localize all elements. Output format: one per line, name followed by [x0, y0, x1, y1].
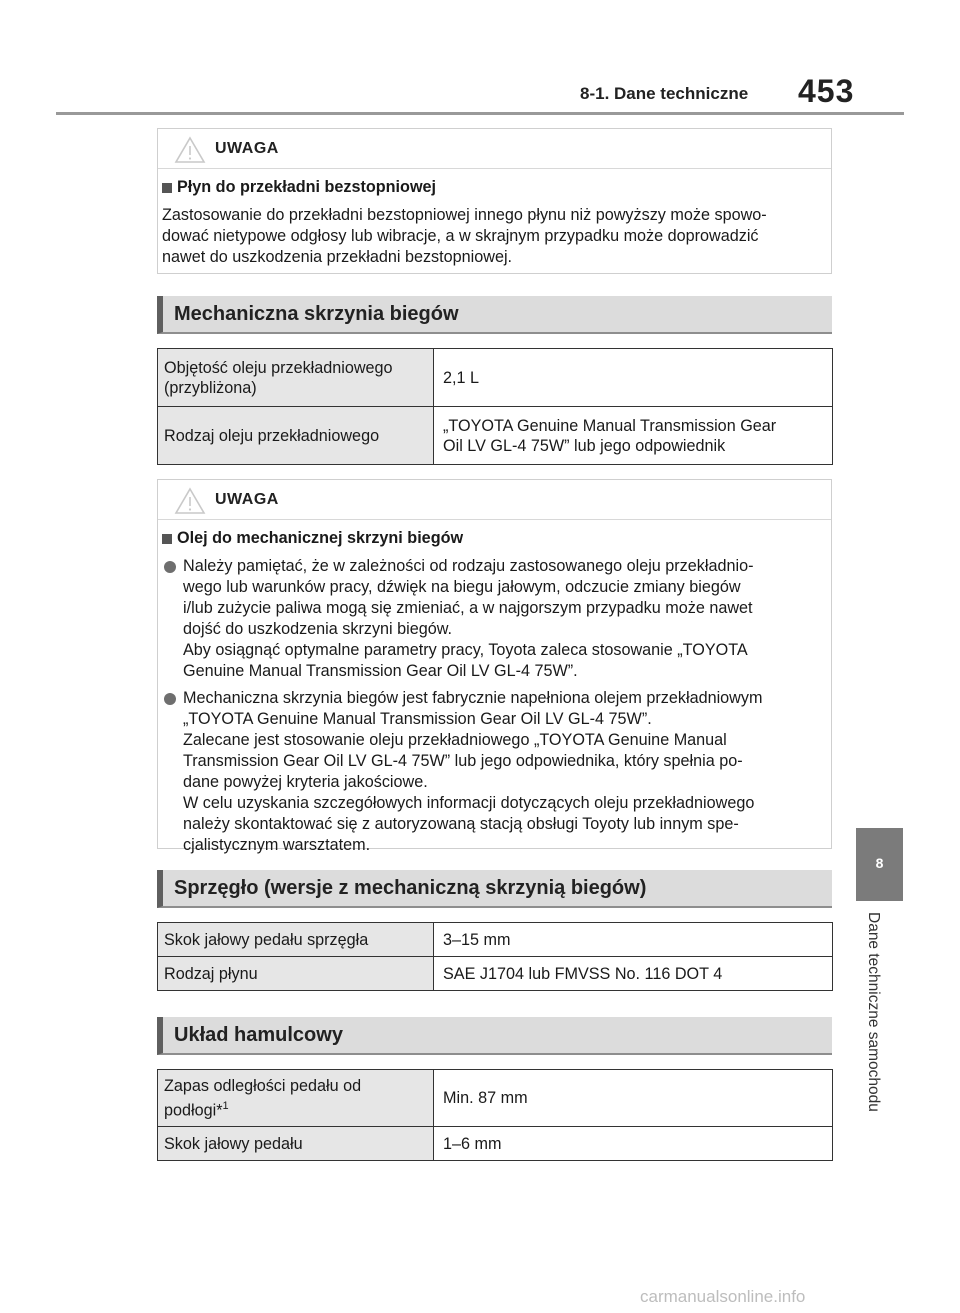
- spec-table: [157, 1069, 833, 1161]
- warning-subheading: [162, 177, 823, 198]
- spec-table: [157, 922, 833, 991]
- text-line: „TOYOTA Genuine Manual Transmission Gear: [443, 416, 777, 435]
- text-line: dować nietypowe odgłosy lub wibracje, a w skrajnym przypadku może doprowadzić: [162, 227, 759, 245]
- table-key-cell: [158, 1070, 434, 1127]
- text-line: Rodzaj oleju przekładniowego: [164, 426, 380, 445]
- text-line: Zalecane jest stosowanie oleju przekładniowego „TOYOTA Genuine Manual: [183, 731, 727, 749]
- page-number: 453: [798, 73, 855, 109]
- table-key-cell: Skok jałowy pedału sprzęgła: [158, 923, 434, 957]
- subheading-text: Olej do mechanicznej skrzyni biegów: [177, 529, 464, 547]
- text-line: Zapas odległości pedału od: [164, 1076, 362, 1095]
- table-row: [158, 1070, 833, 1127]
- warning-paragraph: [162, 205, 823, 268]
- text-line: Transmission Gear Oil LV GL-4 75W” lub jego odpowiednika, który spełnia po-: [183, 752, 743, 770]
- text-line: należy skontaktować się z autoryzowaną stacją obsługi Toyoty lub innym spe-: [183, 815, 739, 833]
- subheading-text: Płyn do przekładni bezstopniowej: [177, 178, 437, 196]
- section-header-title: 8-1. Dane techniczne: [580, 84, 749, 103]
- warning-triangle-icon: [174, 136, 206, 164]
- text-line: [164, 1096, 427, 1120]
- table-key-cell: Skok jałowy pedału: [158, 1127, 434, 1161]
- table-value-cell: SAE J1704 lub FMVSS No. 116 DOT 4: [434, 957, 833, 991]
- section-heading: [157, 870, 832, 908]
- round-bullet-icon: [164, 561, 176, 573]
- chapter-tab[interactable]: [856, 828, 903, 901]
- text-line: cjalistycznym warsztatem.: [183, 836, 371, 854]
- text-line: wego lub warunków pracy, dźwięk na biegu jałowym, odczucie zmiany biegów: [183, 578, 741, 596]
- text-line: W celu uzyskania szczegółowych informacji dotyczących oleju przekładniowego: [183, 794, 755, 812]
- section-heading-text: Układ hamulcowy: [174, 1024, 343, 1046]
- warning-body: [158, 520, 831, 874]
- chapter-side-label: [864, 912, 888, 1152]
- table-row: [158, 923, 833, 957]
- watermark: carmanualsonline.info: [640, 1287, 806, 1306]
- warning-subheading: [162, 528, 823, 549]
- section-heading-text: Sprzęgło (wersje z mechaniczną skrzynią biegów): [174, 877, 647, 899]
- section-heading: [157, 1017, 832, 1055]
- table-value-cell: [434, 349, 833, 407]
- warning-label: UWAGA: [215, 140, 279, 157]
- text-line: Aby osiągnąć optymalne parametry pracy, Toyota zaleca stosowanie „TOYOTA: [183, 641, 748, 659]
- chapter-label-text: Dane techniczne samochodu: [865, 912, 882, 1112]
- text-line: Należy pamiętać, że w zależności od rodzaju zastosowanego oleju przekładnio-: [183, 557, 754, 575]
- table-value-cell: 3–15 mm: [434, 923, 833, 957]
- round-bullet-icon: [164, 693, 176, 705]
- warning-triangle-icon: [174, 487, 206, 515]
- warning-box: [157, 479, 832, 854]
- spec-table: [157, 348, 833, 465]
- warning-box: [157, 128, 832, 274]
- text-line: Oil LV GL-4 75W” lub jego odpowiednik: [443, 436, 726, 455]
- table-key-cell: [158, 407, 434, 465]
- warning-body: [158, 169, 831, 286]
- table-value-cell: Min. 87 mm: [434, 1070, 833, 1127]
- warning-header: [158, 480, 831, 520]
- warning-label: UWAGA: [215, 491, 279, 508]
- warning-header: [158, 129, 831, 169]
- square-bullet-icon: [162, 534, 172, 544]
- table-key-cell: [158, 349, 434, 407]
- text-line: „TOYOTA Genuine Manual Transmission Gear Oil LV GL-4 75W”.: [183, 710, 652, 728]
- text-line: Objętość oleju przekładniowego: [164, 358, 393, 377]
- text-line: nawet do uszkodzenia przekładni bezstopniowej.: [162, 248, 513, 266]
- text-line: 2,1 L: [443, 368, 480, 387]
- key-text: podłogi*: [164, 1101, 223, 1120]
- square-bullet-icon: [162, 183, 172, 193]
- table-row: [158, 1127, 833, 1161]
- text-line: (przybliżona): [164, 378, 257, 397]
- section-heading: [157, 296, 832, 334]
- text-line: dojść do uszkodzenia skrzyni biegów.: [183, 620, 453, 638]
- table-value-cell: 1–6 mm: [434, 1127, 833, 1161]
- section-heading-text: Mechaniczna skrzynia biegów: [174, 303, 459, 325]
- table-key-cell: Rodzaj płynu: [158, 957, 434, 991]
- table-row: [158, 407, 833, 465]
- bullet-item: [162, 556, 823, 682]
- text-line: dane powyżej kryteria jakościowe.: [183, 773, 428, 791]
- table-value-cell: [434, 407, 833, 465]
- text-line: Zastosowanie do przekładni bezstopniowej innego płynu niż powyższy może spowo-: [162, 206, 767, 224]
- text-line: i/lub zużycie paliwa mogą się zmieniać, a w najgorszym przypadku może nawet: [183, 599, 753, 617]
- table-row: [158, 957, 833, 991]
- footnote-ref: 1: [222, 1099, 229, 1112]
- chapter-number: 8: [875, 855, 884, 871]
- text-line: Genuine Manual Transmission Gear Oil LV GL-4 75W”.: [183, 662, 578, 680]
- bullet-item: [162, 688, 823, 856]
- text-line: Mechaniczna skrzynia biegów jest fabrycznie napełniona olejem przekładniowym: [183, 689, 763, 707]
- table-row: [158, 349, 833, 407]
- header-rule: [56, 112, 904, 115]
